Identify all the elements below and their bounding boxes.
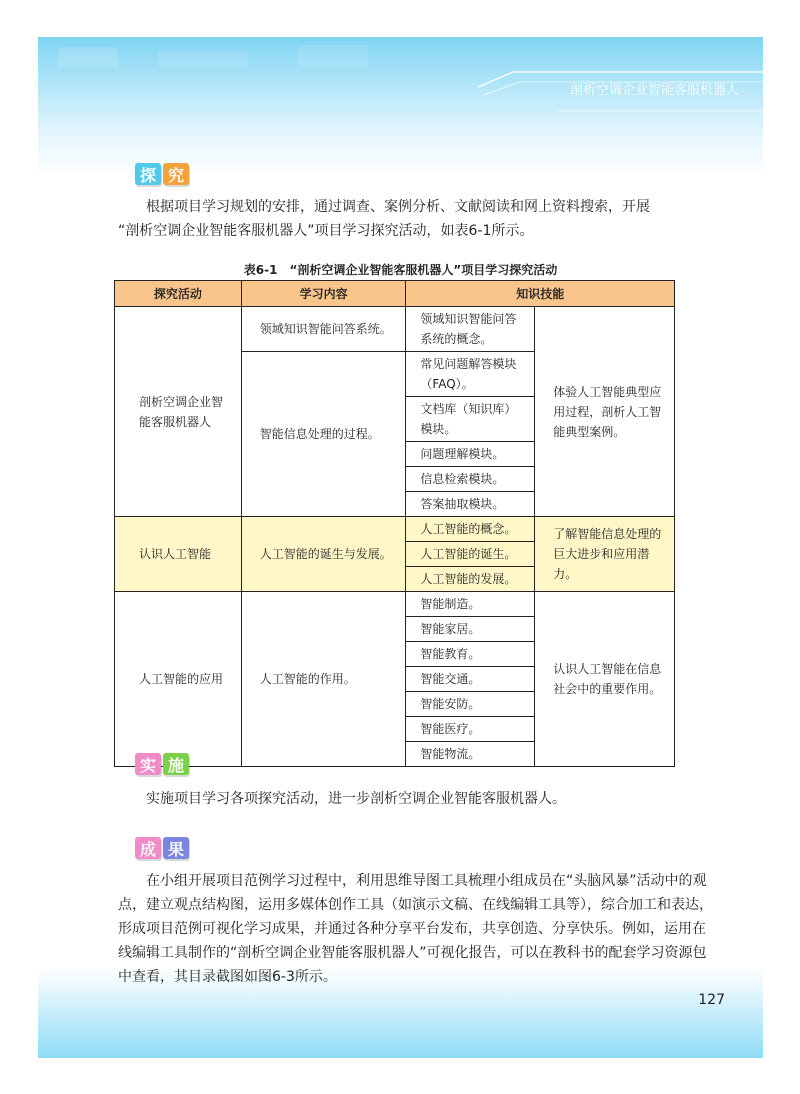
content-cell: 人工智能的作用。 [241, 592, 406, 767]
skill-cell: 智能制造。 [406, 592, 535, 617]
implement-badge [135, 753, 189, 775]
skill-cell: 智能教育。 [406, 642, 535, 667]
skill-cell: 智能安防。 [406, 692, 535, 717]
explore-line-2: “剖析空调企业智能客服机器人”项目学习探究活动，如表6-1所示。 [118, 223, 534, 239]
skill-cell: 智能家居。 [406, 617, 535, 642]
activity-cell: 人工智能的应用 [115, 592, 242, 767]
header-content: 学习内容 [241, 281, 406, 307]
skill-cell: 智能医疗。 [406, 717, 535, 742]
explore-badge-char-2: 究 [163, 163, 189, 185]
goal-cell: 体验人工智能典型应用过程，剖析人工智能典型案例。 [535, 307, 675, 517]
header-title: 剖析空调企业智能客服机器人 [569, 83, 739, 98]
skill-cell: 常见问题解答模块（FAQ）。 [406, 352, 535, 397]
skill-cell: 问题理解模块。 [406, 442, 535, 467]
result-badge-char-1: 成 [135, 837, 161, 859]
result-badge [135, 837, 189, 859]
page-header [38, 37, 763, 177]
result-badge-char-2: 果 [163, 837, 189, 859]
explore-badge-char-1: 探 [135, 163, 161, 185]
content-cell: 人工智能的诞生与发展。 [241, 517, 406, 592]
result-paragraph: 在小组开展项目范例学习过程中，利用思维导图工具梳理小组成员在“头脑风暴”活动中的观点，建立观点结构图，运用多媒体创作工具（如演示文稿、在线编辑工具等），综合加工和表达，形成项目范例可视化学习成果，并通过各种分享平台发布，共享创造、分享快乐。例如，运用在线编辑工具制作的“剖析空调企业智能客服机器人”可视化报告，可以在教科书的配套学习资源包中查看，其目录截图如图6-3所示。 [118, 873, 713, 985]
skill-cell: 人工智能的发展。 [406, 567, 535, 592]
implement-paragraph: 实施项目学习各项探究活动，进一步剖析空调企业智能客服机器人。 [146, 791, 566, 807]
content-cell: 领域知识智能问答系统。 [241, 307, 406, 352]
activity-table [114, 280, 675, 767]
activity-cell: 剖析空调企业智能客服机器人 [115, 307, 242, 517]
explore-paragraph [118, 195, 714, 243]
skill-cell: 智能物流。 [406, 742, 535, 767]
implement-badge-char-1: 实 [135, 753, 161, 775]
table-caption: 表6-1 “剖析空调企业智能客服机器人”项目学习探究活动 [243, 263, 558, 277]
table-header-row [115, 281, 675, 307]
skill-cell: 人工智能的诞生。 [406, 542, 535, 567]
textbook-page [38, 37, 763, 1058]
skill-cell: 领域知识智能问答系统的概念。 [406, 307, 535, 352]
header-skills: 知识技能 [406, 281, 675, 307]
goal-cell: 了解智能信息处理的巨大进步和应用潜力。 [535, 517, 675, 592]
page-number: 127 [698, 992, 725, 1008]
implement-badge-char-2: 施 [163, 753, 189, 775]
table-row [115, 307, 675, 352]
explore-badge [135, 163, 189, 185]
table-row [115, 592, 675, 617]
activity-cell: 认识人工智能 [115, 517, 242, 592]
skill-cell: 信息检索模块。 [406, 467, 535, 492]
skill-cell: 文档库（知识库）模块。 [406, 397, 535, 442]
goal-cell: 认识人工智能在信息社会中的重要作用。 [535, 592, 675, 767]
skill-cell: 智能交通。 [406, 667, 535, 692]
table-row [115, 517, 675, 542]
content-cell: 智能信息处理的过程。 [241, 352, 406, 517]
header-activity: 探究活动 [115, 281, 242, 307]
explore-line-1: 根据项目学习规划的安排，通过调查、案例分析、文献阅读和网上资料搜索，开展 [146, 199, 650, 215]
skill-cell: 答案抽取模块。 [406, 492, 535, 517]
skill-cell: 人工智能的概念。 [406, 517, 535, 542]
header-decoration [38, 37, 763, 177]
